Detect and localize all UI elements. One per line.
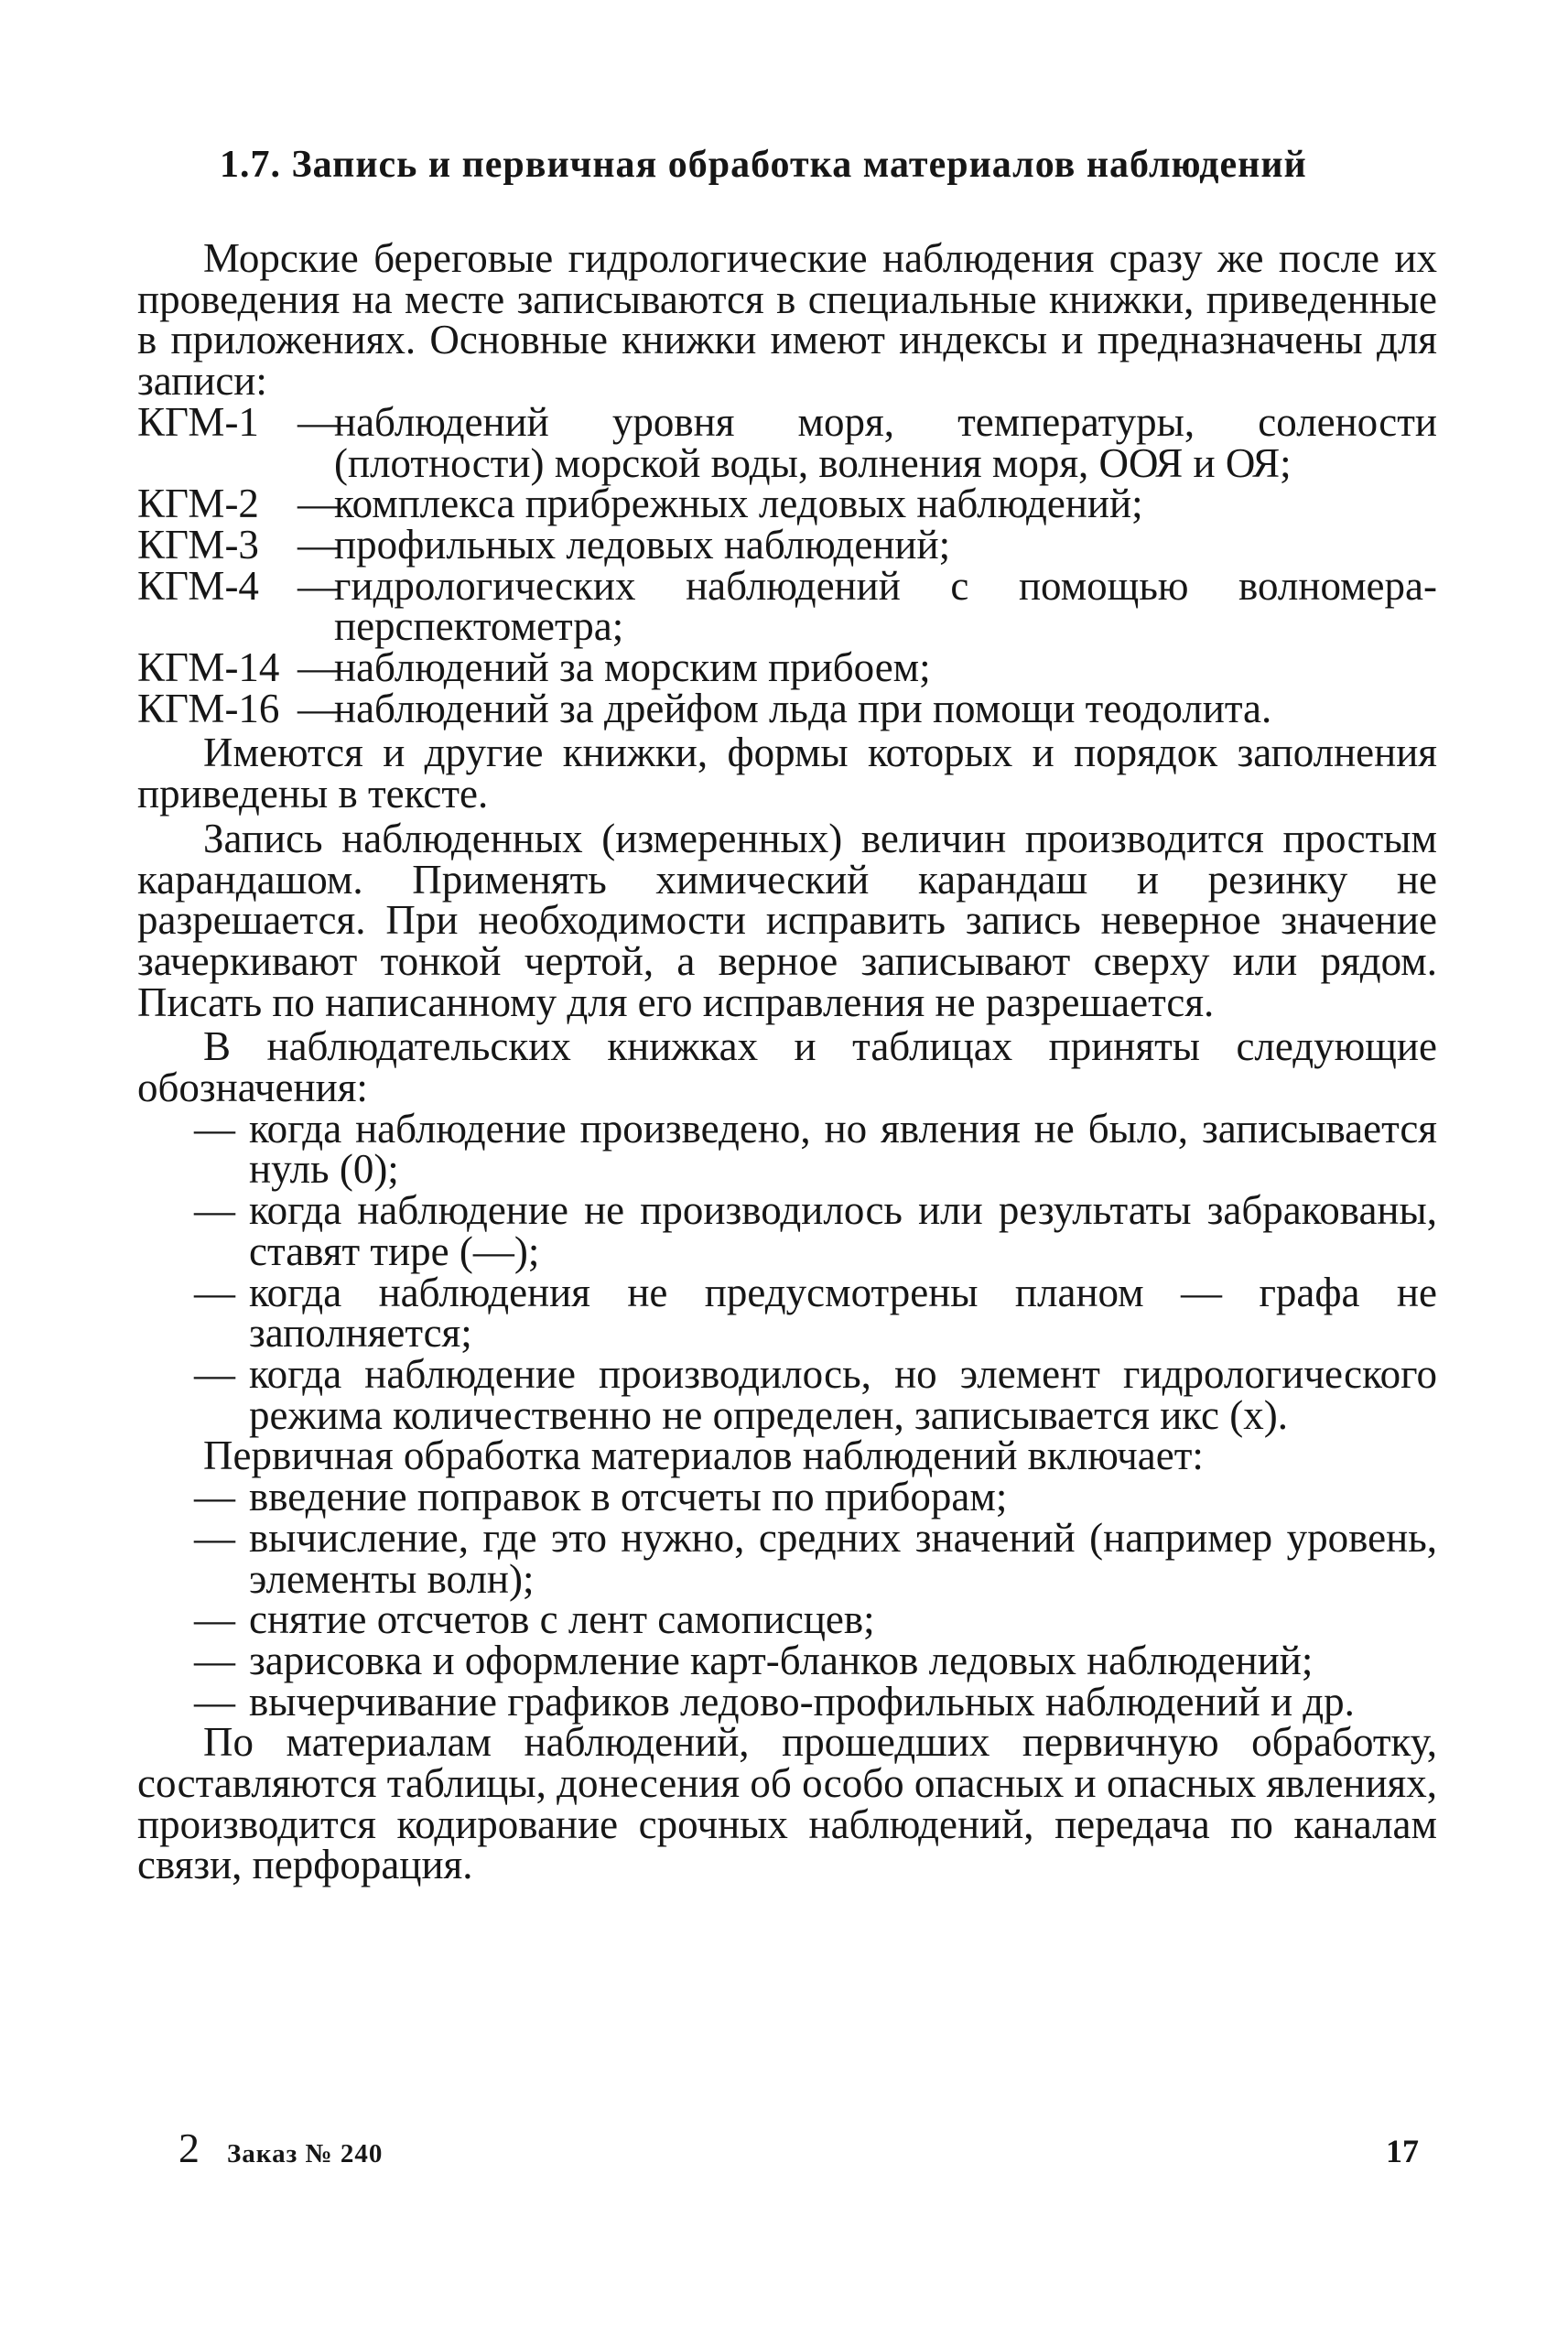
processing-list-item: [194, 1678, 1437, 1725]
book-list-item: [137, 398, 1437, 486]
processing-text: зарисовка и оформление карт-бланков ледовых наблюдений;: [249, 1637, 1314, 1683]
notation-text: когда наблюдение не производилось или результаты забракованы, ставят тире (—);: [249, 1187, 1437, 1274]
book-list: [137, 398, 1437, 731]
list-dash: —: [194, 1269, 235, 1315]
processing-text: введение поправок в отсчеты по приборам;: [249, 1474, 1008, 1520]
processing-text: вычисление, где это нужно, средних значений (например уровень, элементы волн);: [249, 1514, 1437, 1602]
recording-rules-paragraph: Запись наблюденных (измеренных) величин производится простым карандашом. Применять химический карандаш и резинку не разрешается. При необходимости исправить запись неверное значение зачеркивают тонкой чертой, а верное записывают сверху или рядом. Писать по написанному для его исправления не разрешается.: [137, 815, 1437, 1025]
notation-list-item: [194, 1350, 1437, 1438]
book-code: КГМ-14: [137, 644, 280, 691]
order-label: Заказ № 240: [227, 2139, 384, 2168]
list-dash: —: [194, 1350, 235, 1397]
page-footer: [178, 2124, 1419, 2169]
processing-list: [137, 1474, 1437, 1725]
list-dash: —: [194, 1596, 235, 1643]
book-separator: —: [297, 521, 339, 568]
list-dash: —: [194, 1678, 235, 1725]
page-number: 17: [1386, 2133, 1419, 2169]
book-code: КГМ-4: [137, 562, 259, 609]
processing-list-item: [194, 1637, 1437, 1683]
book-description: комплекса прибрежных ледовых наблюдений;: [334, 481, 1143, 527]
book-separator: —: [297, 562, 339, 609]
book-description: гидрологических наблюдений с помощью волномера-перспектометра;: [334, 562, 1437, 650]
processing-list-item: [194, 1476, 1437, 1518]
book-code: КГМ-1: [137, 398, 259, 445]
book-code: КГМ-2: [137, 481, 259, 527]
book-separator: —: [297, 685, 339, 731]
book-list-item: [137, 685, 1437, 731]
printer-signature: [178, 2124, 383, 2172]
processing-text: снятие отсчетов с лент самописцев;: [249, 1596, 875, 1643]
book-code: КГМ-16: [137, 685, 280, 731]
sheet-number: 2: [178, 2125, 200, 2171]
section-heading: 1.7. Запись и первичная обработка материалов наблюдений: [220, 144, 1307, 186]
book-separator: —: [297, 481, 339, 527]
notation-list-item: [194, 1269, 1437, 1357]
notation-list-item: [194, 1187, 1437, 1274]
notation-intro-paragraph: В наблюдательских книжках и таблицах приняты следующие обозначения:: [137, 1023, 1437, 1111]
list-dash: —: [194, 1474, 235, 1520]
list-dash: —: [194, 1187, 235, 1234]
book-description: наблюдений за дрейфом льда при помощи теодолита.: [334, 685, 1272, 731]
book-description: профильных ледовых наблюдений;: [334, 521, 951, 568]
book-code: КГМ-3: [137, 521, 259, 568]
list-dash: —: [194, 1105, 235, 1152]
processing-list-item: [194, 1514, 1437, 1602]
processing-intro-paragraph: Первичная обработка материалов наблюдений включает:: [203, 1433, 1204, 1479]
page-content: [137, 139, 1437, 1886]
book-list-item: [137, 481, 1437, 527]
conclusion-paragraph: По материалам наблюдений, прошедших первичную обработку, составляются таблицы, донесения об особо опасных и опасных явлениях, производится кодирование срочных наблюдений, передача по каналам связи, перфорация.: [137, 1719, 1437, 1888]
book-list-item: [137, 644, 1437, 691]
list-dash: —: [194, 1637, 235, 1683]
book-list-item: [137, 521, 1437, 568]
book-description: наблюдений уровня моря, температуры, солености (плотности) морской воды, волнения моря, ООЯ и ОЯ;: [334, 398, 1437, 486]
book-description: наблюдений за морским прибоем;: [334, 644, 931, 691]
book-separator: —: [297, 398, 339, 445]
notation-text: когда наблюдения не предусмотрены планом — графа не заполняется;: [249, 1269, 1437, 1357]
intro-paragraph: Морские береговые гидрологические наблюдения сразу же после их проведения на месте записываются в специальные книжки, приведенные в приложениях. Основные книжки имеют индексы и предназначены для записи:: [137, 235, 1437, 405]
processing-text: вычерчивание графиков ледово-профильных наблюдений и др.: [249, 1678, 1355, 1725]
book-list-item: [137, 562, 1437, 650]
other-books-paragraph: Имеются и другие книжки, формы которых и порядок заполнения приведены в тексте.: [137, 730, 1437, 817]
processing-list-item: [194, 1596, 1437, 1643]
notation-list-item: [194, 1105, 1437, 1193]
list-dash: —: [194, 1514, 235, 1561]
notation-text: когда наблюдение произведено, но явления не было, записывается нуль (0);: [249, 1105, 1437, 1193]
book-separator: —: [297, 644, 339, 691]
notation-text: когда наблюдение производилось, но элемент гидрологического режима количественно не определен, записывается икс (x).: [249, 1350, 1437, 1438]
notation-list: [137, 1105, 1437, 1438]
